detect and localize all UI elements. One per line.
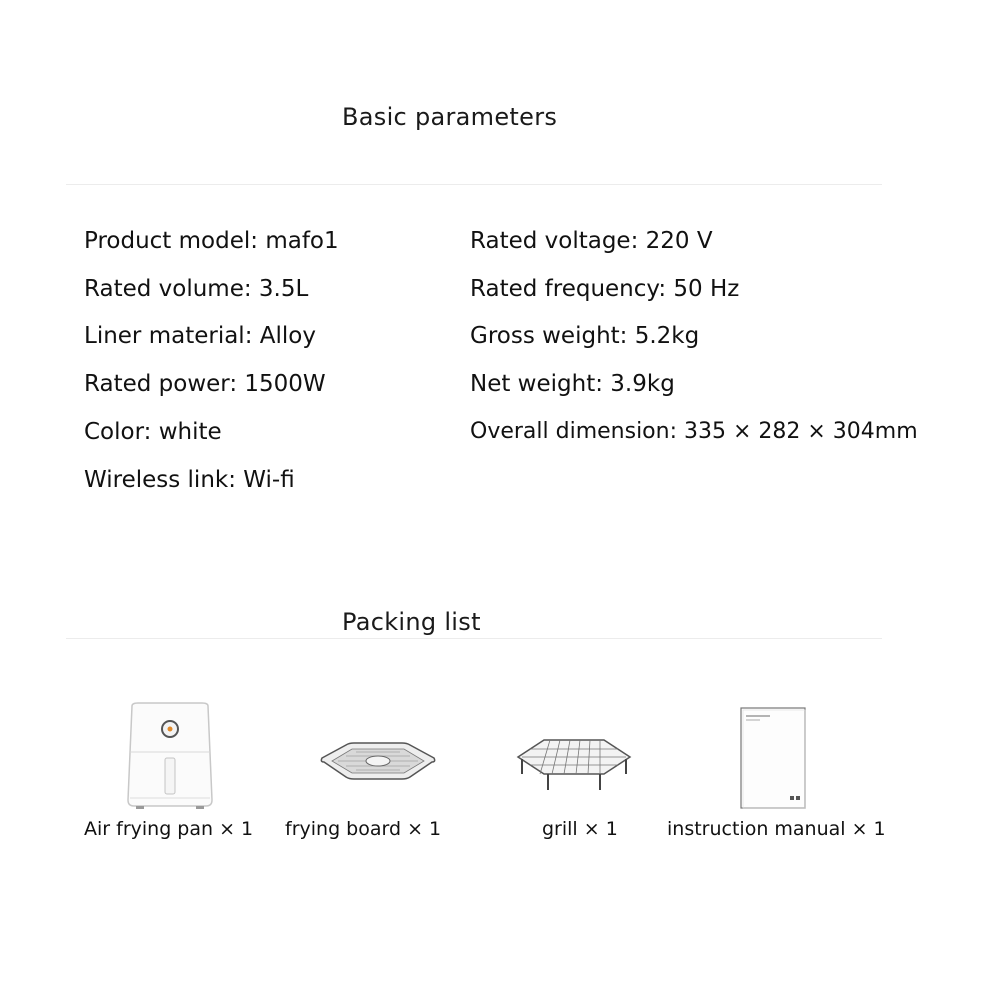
param-color: Color: white — [84, 419, 222, 445]
param-rated-frequency: Rated frequency: 50 Hz — [470, 276, 740, 302]
packing-item-label-frying-board: frying board × 1 — [285, 818, 442, 840]
param-rated-voltage: Rated voltage: 220 V — [470, 228, 713, 254]
param-liner-material: Liner material: Alloy — [84, 323, 316, 349]
packing-item-label-manual: instruction manual × 1 — [667, 818, 886, 840]
packing-item-label-air-fryer: Air frying pan × 1 — [84, 818, 254, 840]
param-overall-dimension: Overall dimension: 335 × 282 × 304mm — [470, 419, 918, 444]
param-net-weight: Net weight: 3.9kg — [470, 371, 675, 397]
frying-board-icon — [316, 740, 440, 784]
air-fryer-icon — [124, 702, 216, 810]
param-rated-volume: Rated volume: 3.5L — [84, 276, 309, 302]
param-product-model: Product model: mafo1 — [84, 228, 339, 254]
basic-parameters-divider — [66, 184, 882, 185]
packing-item-label-grill: grill × 1 — [542, 818, 618, 840]
packing-list-divider — [66, 638, 882, 639]
basic-parameters-title: Basic parameters — [342, 103, 558, 131]
grill-icon — [512, 735, 636, 795]
param-rated-power: Rated power: 1500W — [84, 371, 326, 397]
manual-icon — [740, 707, 806, 809]
packing-list-title: Packing list — [342, 608, 481, 636]
param-wireless-link: Wireless link: Wi-fi — [84, 467, 295, 493]
param-gross-weight: Gross weight: 5.2kg — [470, 323, 700, 349]
